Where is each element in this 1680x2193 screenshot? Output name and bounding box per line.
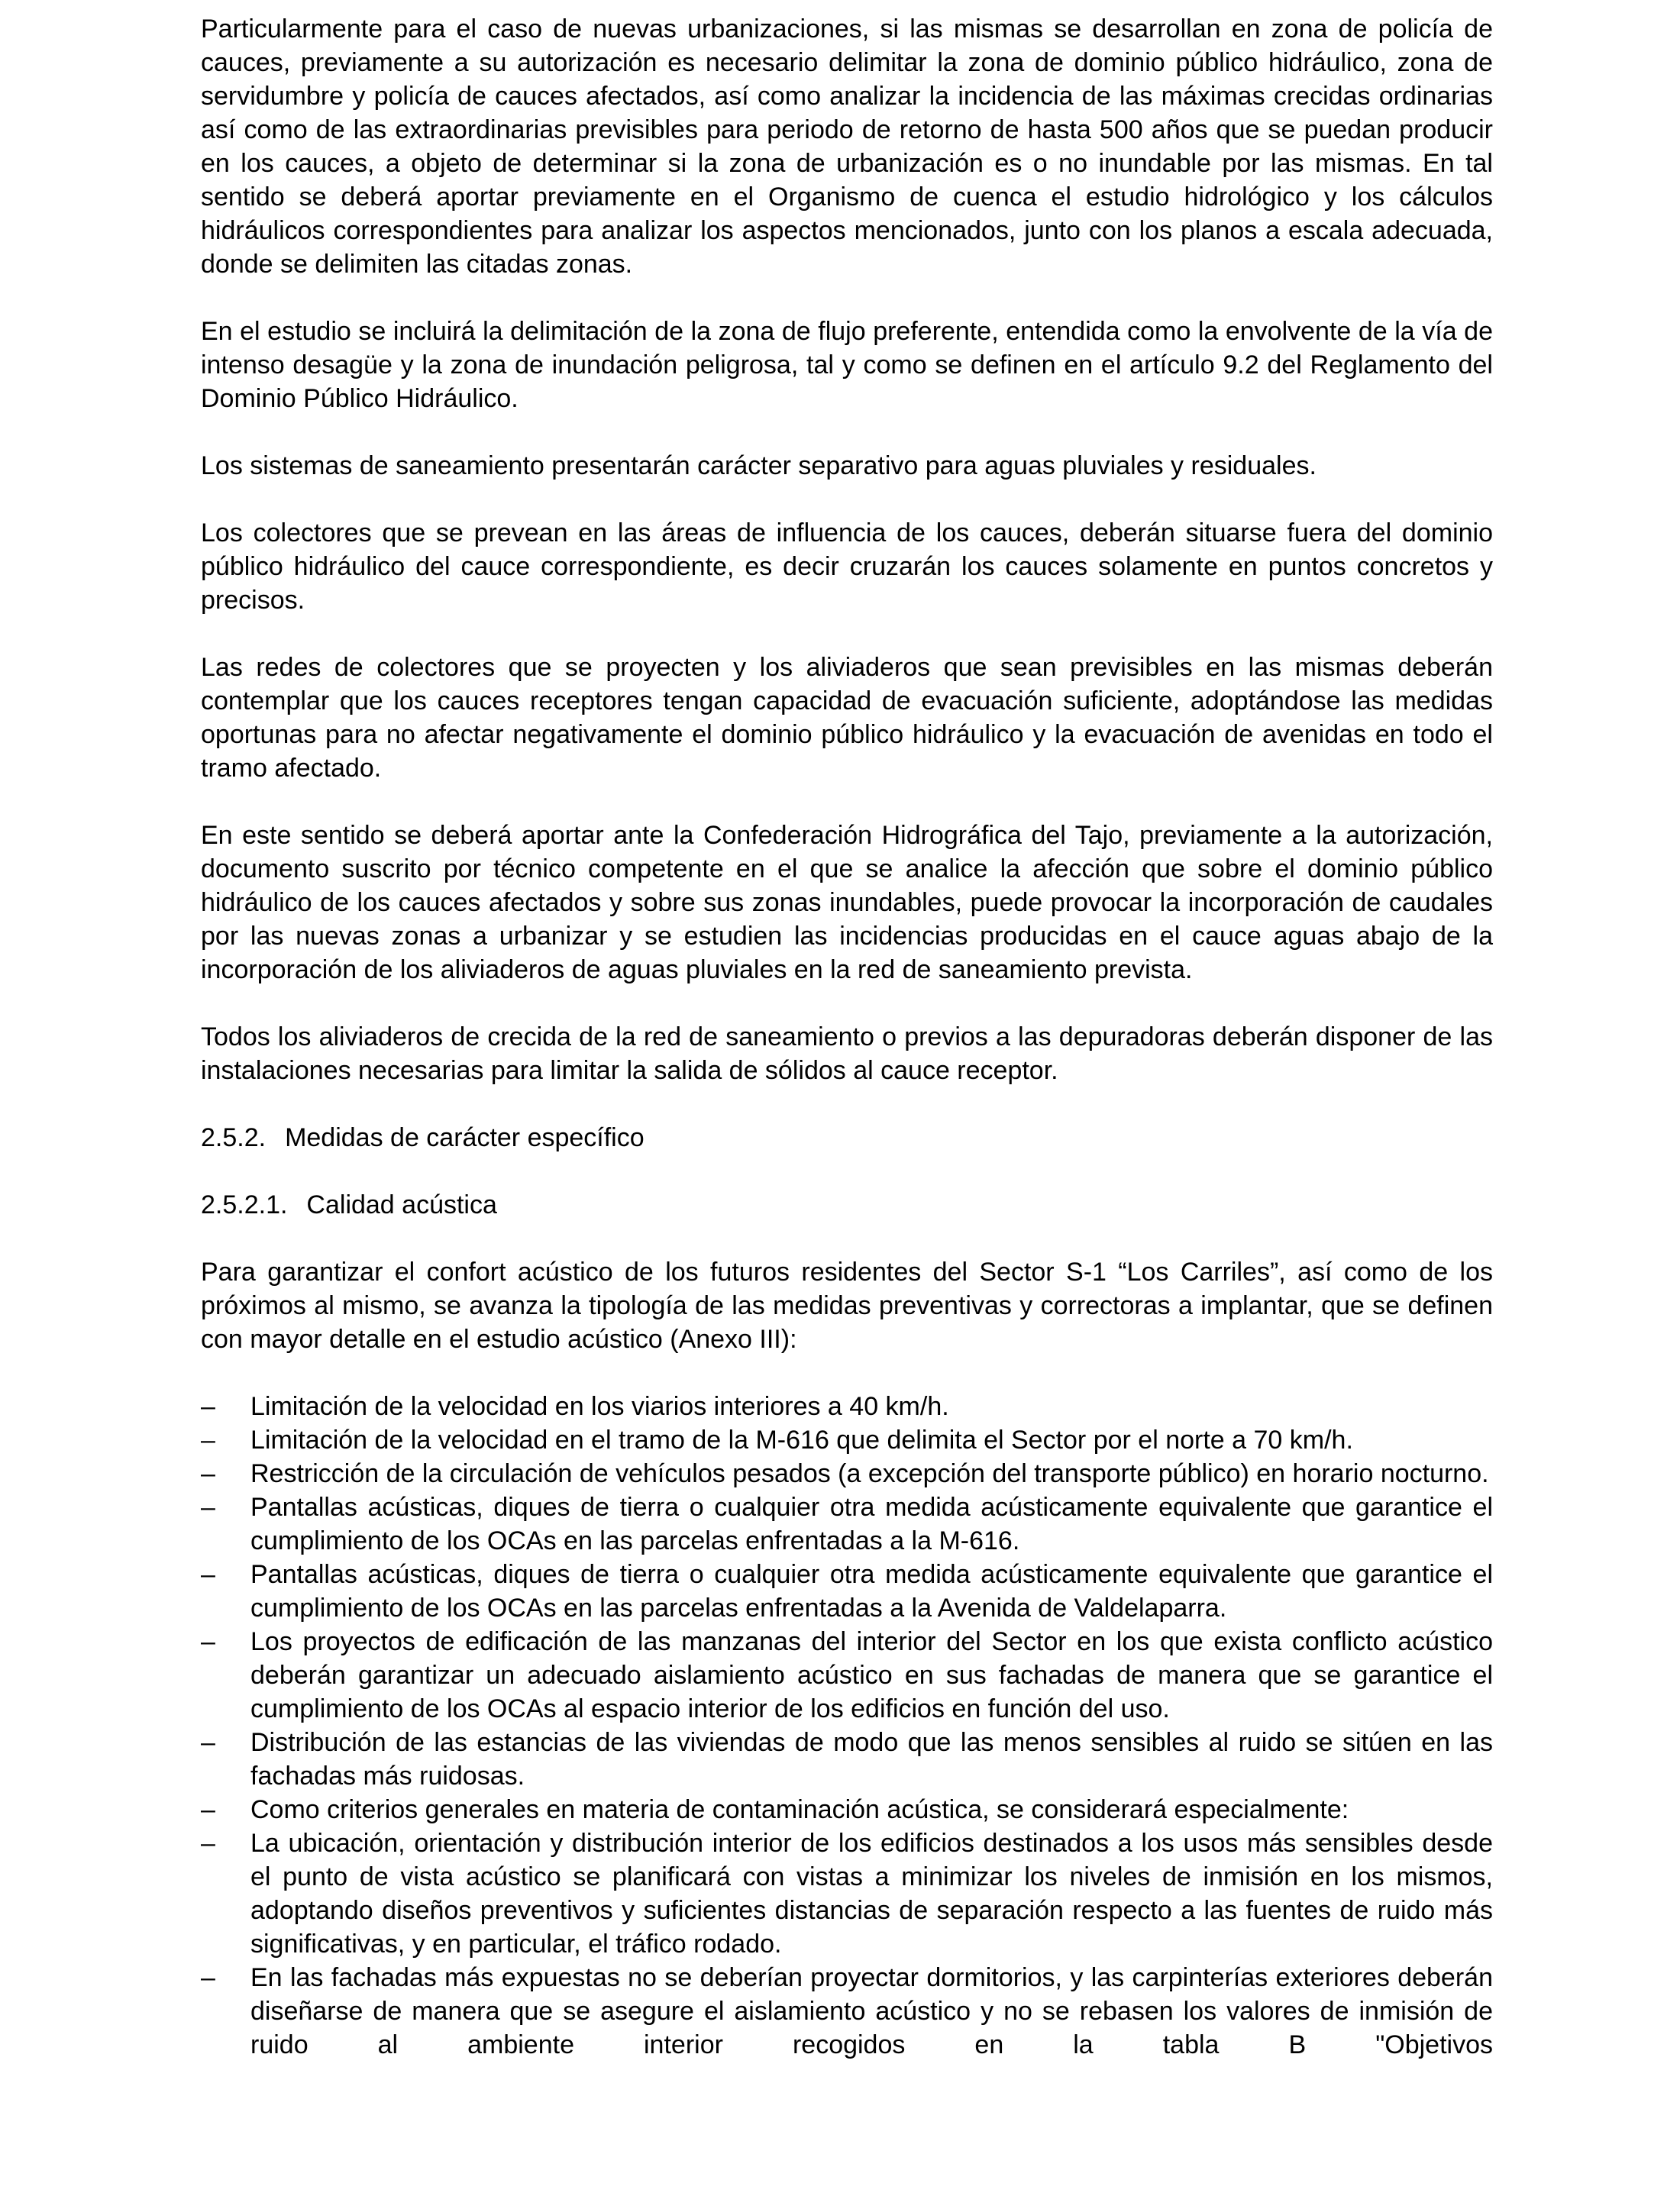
dash-bullet-marker: – <box>201 1560 215 1589</box>
list-item-text: Pantallas acústicas, diques de tierra o cualquier otra medida acústicamente equivalente que garantice el cumplimiento de los OCAs en las parcelas enfrentadas a la M-616. <box>250 1493 1493 1555</box>
dash-bullet-marker: – <box>201 1426 215 1455</box>
list-item <box>201 1423 1493 1457</box>
subsection-title: Calidad acústica <box>306 1190 497 1219</box>
body-paragraph: Particularmente para el caso de nuevas urbanizaciones, si las mismas se desarrollan en zona de policía de cauces, previamente a su autorización es necesario delimitar la zona de dominio público hidráulico, zona de servidumbre y policía de cauces afectados, así como analizar la incidencia de las máximas crecidas ordinarias así como de las extraordinarias previsibles para periodo de retorno de hasta 500 años que se puedan producir en los cauces, a objeto de determinar si la zona de urbanización es o no inundable por las mismas. En tal sentido se deberá aportar previamente en el Organismo de cuenca el estudio hidrológico y los cálculos hidráulicos correspondientes para analizar los aspectos mencionados, junto con los planos a escala adecuada, donde se delimiten las citadas zonas. <box>201 15 1493 279</box>
body-paragraph: Los sistemas de saneamiento presentarán carácter separativo para aguas pluviales y residuales. <box>201 451 1317 480</box>
list-item-text: En las fachadas más expuestas no se deberían proyectar dormitorios, y las carpinterías exteriores deberán diseñarse de manera que se asegure el aislamiento acústico y no se rebasen los valores de inmisión de ruido al ambiente interior recogidos en la tabla B "Objetivos <box>250 1963 1493 2059</box>
list-item <box>201 1491 1493 1558</box>
dash-bullet-marker: – <box>201 1728 215 1757</box>
dash-bullet-marker: – <box>201 1829 215 1858</box>
dash-bullet-marker: – <box>201 1459 215 1488</box>
dash-bullet-marker: – <box>201 1392 215 1421</box>
list-item <box>201 1558 1493 1625</box>
subsection-heading <box>201 1188 1493 1222</box>
bullet-list <box>201 1390 1493 2062</box>
list-item-text: Limitación de la velocidad en el tramo de la M-616 que delimita el Sector por el norte a 70 km/h. <box>250 1426 1353 1455</box>
list-item <box>201 1625 1493 1726</box>
section-title: Medidas de carácter específico <box>285 1123 645 1152</box>
dash-bullet-marker: – <box>201 1963 215 1992</box>
list-item <box>201 1793 1493 1826</box>
subsection-number: 2.5.2.1. <box>201 1190 288 1219</box>
list-item <box>201 1826 1493 1961</box>
list-item-text: Limitación de la velocidad en los viarios interiores a 40 km/h. <box>250 1392 949 1421</box>
list-item-text: Pantallas acústicas, diques de tierra o cualquier otra medida acústicamente equivalente que garantice el cumplimiento de los OCAs en las parcelas enfrentadas a la Avenida de Valdelaparra. <box>250 1560 1493 1623</box>
list-item-text: Los proyectos de edificación de las manzanas del interior del Sector en los que exista conflicto acústico deberán garantizar un adecuado aislamiento acústico en sus fachadas de manera que se garantice el cumplimiento de los OCAs al espacio interior de los edificios en función del uso. <box>250 1627 1493 1723</box>
section-heading <box>201 1121 1493 1155</box>
dash-bullet-marker: – <box>201 1795 215 1824</box>
list-item-text: Distribución de las estancias de las viviendas de modo que las menos sensibles al ruido se sitúen en las fachadas más ruidosas. <box>250 1728 1493 1791</box>
list-item <box>201 1726 1493 1793</box>
list-item-text: La ubicación, orientación y distribución interior de los edificios destinados a los usos más sensibles desde el punto de vista acústico se planificará con vistas a minimizar los niveles de inmisión en los mismos, adoptando diseños preventivos y suficientes distancias de separación respecto a las fuentes de ruido más significativas, y en particular, el tráfico rodado. <box>250 1829 1493 1959</box>
body-paragraph: Todos los aliviaderos de crecida de la red de saneamiento o previos a las depuradoras deberán disponer de las instalaciones necesarias para limitar la salida de sólidos al cauce receptor. <box>201 1022 1493 1085</box>
list-item-truncated <box>201 1961 1493 2062</box>
body-paragraph: En este sentido se deberá aportar ante la Confederación Hidrográfica del Tajo, previamente a la autorización, documento suscrito por técnico competente en el que se analice la afección que sobre el dominio público hidráulico de los cauces afectados y sobre sus zonas inundables, puede provocar la incorporación de caudales por las nuevas zonas a urbanizar y se estudien las incidencias producidas en el cauce aguas abajo de la incorporación de los aliviaderos de aguas pluviales en la red de saneamiento prevista. <box>201 821 1493 984</box>
body-paragraph: Los colectores que se prevean en las áreas de influencia de los cauces, deberán situarse fuera del dominio público hidráulico del cauce correspondiente, es decir cruzarán los cauces solamente en puntos concretos y precisos. <box>201 518 1493 615</box>
body-paragraph: En el estudio se incluirá la delimitación de la zona de flujo preferente, entendida como la envolvente de la vía de intenso desagüe y la zona de inundación peligrosa, tal y como se definen en el artículo 9.2 del Reglamento del Dominio Público Hidráulico. <box>201 317 1493 413</box>
list-item <box>201 1390 1493 1423</box>
section-number: 2.5.2. <box>201 1123 267 1152</box>
list-item-text: Como criterios generales en materia de contaminación acústica, se considerará especialmente: <box>250 1795 1349 1824</box>
list-item-text: Restricción de la circulación de vehículos pesados (a excepción del transporte público) en horario nocturno. <box>250 1459 1489 1488</box>
body-paragraph: Las redes de colectores que se proyecten y los aliviaderos que sean previsibles en las mismas deberán contemplar que los cauces receptores tengan capacidad de evacuación suficiente, adoptándose las medidas oportunas para no afectar negativamente el dominio público hidráulico y la evacuación de avenidas en todo el tramo afectado. <box>201 653 1493 783</box>
dash-bullet-marker: – <box>201 1493 215 1522</box>
list-item <box>201 1457 1493 1491</box>
intro-paragraph: Para garantizar el confort acústico de los futuros residentes del Sector S-1 “Los Carriles”, así como de los próximos al mismo, se avanza la tipología de las medidas preventivas y correctoras a implantar, que se definen con mayor detalle en el estudio acústico (Anexo III): <box>201 1258 1493 1354</box>
dash-bullet-marker: – <box>201 1627 215 1656</box>
